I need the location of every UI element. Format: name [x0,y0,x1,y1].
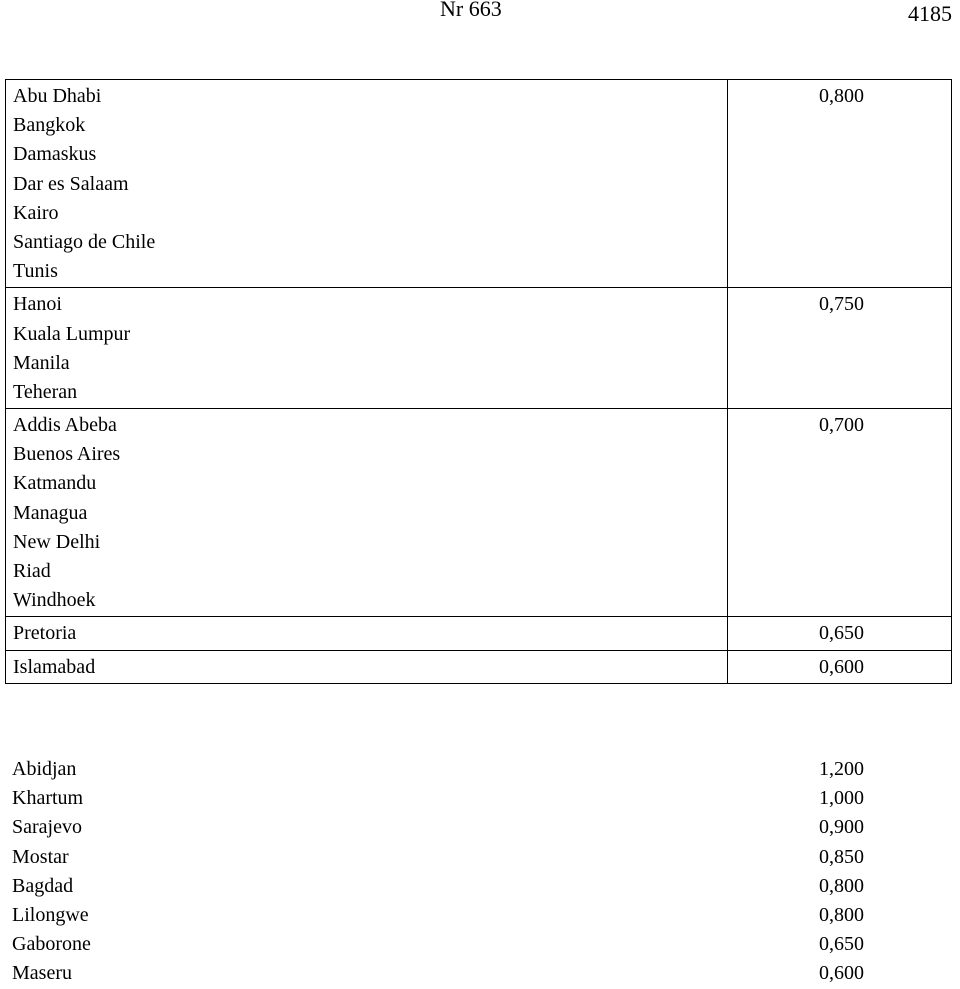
rate-value: 0,800 [819,85,864,107]
city-name: Bangkok [13,114,86,137]
list-item [12,813,864,842]
table-row [6,80,952,288]
city-name: Bagdad [12,874,74,897]
value-cell [728,80,952,288]
value-cell [728,288,952,409]
city-name: Katmandu [13,472,97,495]
list-item [12,872,864,901]
city-name: New Delhi [13,530,101,553]
city-name: Pretoria [13,622,77,645]
rate-value: 0,850 [819,845,864,868]
city-name: Maseru [12,962,72,985]
city-name: Santiago de Chile [13,230,156,253]
city-name: Hanoi [13,293,62,316]
list-item [12,901,864,930]
value-cell [728,650,952,683]
rate-value: 0,900 [819,816,864,839]
rate-value: 0,800 [819,903,864,926]
table-row [6,650,952,683]
city-name: Riad [13,560,51,582]
city-name: Kuala Lumpur [13,322,131,345]
table-row [6,617,952,650]
list-item [12,930,864,959]
cities-cell [6,650,728,683]
city-name: Addis Abeba [13,414,117,437]
city-name: Abu Dhabi [13,85,102,107]
city-name: Kairo [13,201,59,224]
value-cell [728,409,952,617]
city-name: Buenos Aires [13,443,121,466]
city-name: Dar es Salaam [13,172,129,195]
table-row [6,288,952,409]
city-name: Managua [13,501,88,524]
city-name: Teheran [13,380,78,403]
city-name: Sarajevo [12,816,82,839]
cities-cell [6,617,728,650]
list-item [12,843,864,872]
rate-value: 0,750 [819,293,864,316]
city-name: Tunis [13,260,58,283]
rate-value: 1,200 [819,758,864,780]
rate-value: 0,600 [819,655,864,678]
cities-cell [6,409,728,617]
cities-cell [6,288,728,409]
city-name: Islamabad [13,655,96,678]
city-name: Khartum [12,787,84,810]
list-item [12,959,864,988]
cities-cell [6,80,728,288]
city-name: Lilongwe [12,903,89,926]
rate-value: 0,650 [819,622,864,645]
page-number: 4185 [908,1,952,26]
list-item [12,784,864,813]
city-name: Abidjan [12,758,77,780]
rate-value: 1,000 [819,787,864,810]
city-name: Mostar [12,845,69,868]
document-number: Nr 663 [440,0,502,21]
rate-value: 0,800 [819,874,864,897]
table-row [6,409,952,617]
list-item [12,755,864,784]
city-name: Windhoek [13,589,96,612]
rate-value: 0,600 [819,962,864,985]
city-name: Damaskus [13,143,97,166]
rates-table [5,79,952,684]
rates-list [12,755,864,989]
city-name: Gaborone [12,933,91,956]
city-name: Manila [13,351,70,374]
rate-value: 0,700 [819,414,864,437]
rate-value: 0,650 [819,933,864,956]
value-cell [728,617,952,650]
